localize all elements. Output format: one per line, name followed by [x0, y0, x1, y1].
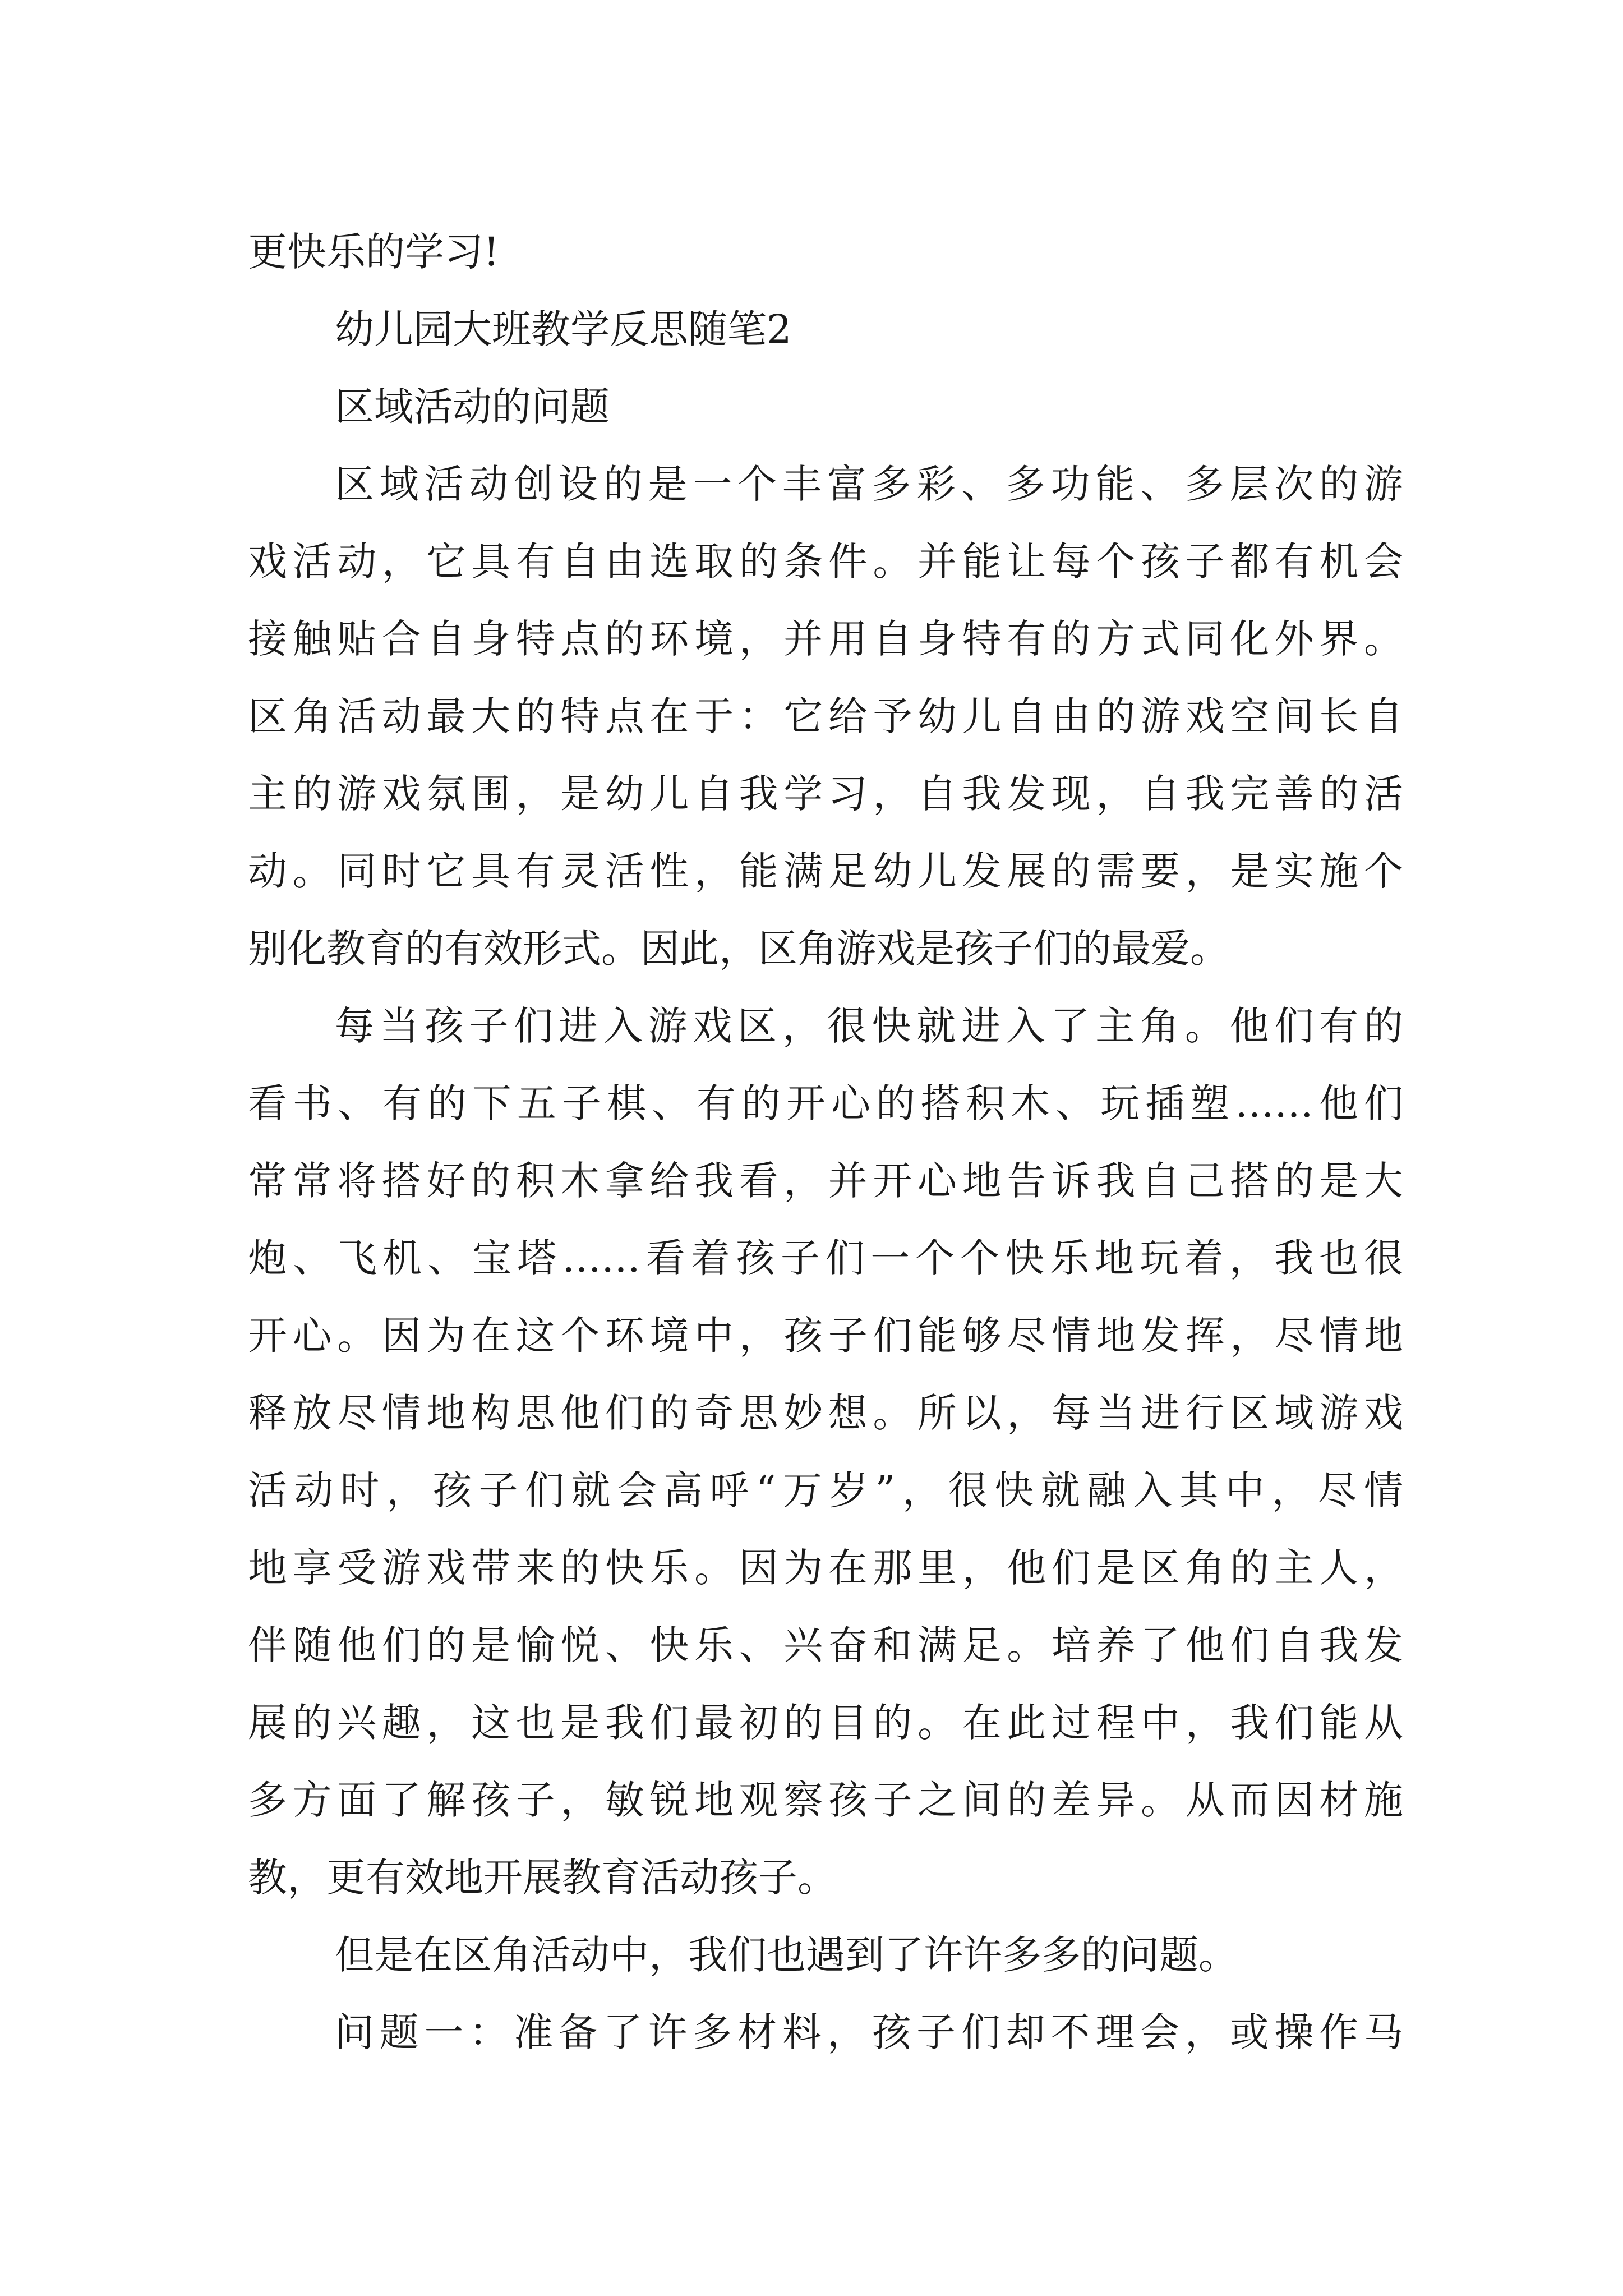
text-line: 看书、有的下五子棋、有的开心的搭积木、玩插塑……他们 — [248, 1080, 1403, 1126]
text-line: 活动时，孩子们就会高呼“万岁”，很快就融入其中，尽情 — [248, 1467, 1403, 1513]
text-line: 别化教育的有效形式。因此，区角游戏是孩子们的最爱。 — [248, 926, 1229, 972]
text-line: 伴随他们的是愉悦、快乐、兴奋和满足。培养了他们自我发 — [248, 1622, 1403, 1668]
text-line: 区角活动最大的特点在于：它给予幼儿自由的游戏空间长自 — [248, 693, 1403, 739]
text-line: 戏活动，它具有自由选取的条件。并能让每个孩子都有机会 — [248, 539, 1403, 585]
text-line: 问题一：准备了许多材料，孩子们却不理会，或操作马 — [335, 2009, 1403, 2055]
text-line: 开心。因为在这个环境中，孩子们能够尽情地发挥，尽情地 — [248, 1313, 1403, 1359]
text-line: 区域活动的问题 — [335, 384, 610, 430]
text-line: 接触贴合自身特点的环境，并用自身特有的方式同化外界。 — [248, 616, 1403, 662]
text-line: 炮、飞机、宝塔……看着孩子们一个个快乐地玩着，我也很 — [248, 1235, 1403, 1281]
text-line: 展的兴趣，这也是我们最初的目的。在此过程中，我们能从 — [248, 1700, 1403, 1746]
text-line: 但是在区角活动中，我们也遇到了许许多多的问题。 — [335, 1932, 1238, 1978]
text-line: 释放尽情地构思他们的奇思妙想。所以，每当进行区域游戏 — [248, 1390, 1403, 1436]
text-line: 常常将搭好的积木拿给我看，并开心地告诉我自己搭的是大 — [248, 1158, 1403, 1204]
text-line: 主的游戏氛围，是幼儿自我学习，自我发现，自我完善的活 — [248, 771, 1403, 817]
body-text — [248, 213, 1403, 2071]
text-line: 教，更有效地开展教育活动孩子。 — [248, 1855, 837, 1901]
text-line: 幼儿园大班教学反思随笔2 — [335, 306, 792, 352]
text-line: 地享受游戏带来的快乐。因为在那里，他们是区角的主人， — [248, 1545, 1403, 1591]
text-line: 多方面了解孩子，敏锐地观察孩子之间的差异。从而因材施 — [248, 1777, 1403, 1823]
text-line: 更快乐的学习! — [248, 229, 500, 275]
text-line: 每当孩子们进入游戏区，很快就进入了主角。他们有的 — [335, 1003, 1403, 1049]
text-line: 区域活动创设的是一个丰富多彩、多功能、多层次的游 — [335, 461, 1403, 507]
text-line: 动。同时它具有灵活性，能满足幼儿发展的需要，是实施个 — [248, 848, 1403, 894]
